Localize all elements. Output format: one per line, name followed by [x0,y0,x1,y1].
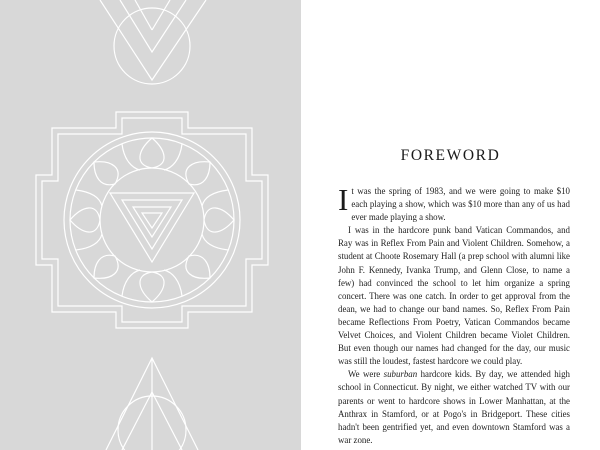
bottom-triangle-ornament [106,358,198,450]
paragraph-3-start: We were [348,369,384,380]
paragraph-3 [338,368,570,447]
nested-triangles [110,193,194,262]
chapter-title: FOREWORD [400,147,501,164]
drop-cap: I [338,182,349,217]
paragraph-1-text: t was the spring of 1983, and we were going to make $10 each playing a show, which was $10 more than any of us had ever made playing a show. [351,186,570,223]
paragraph-3-emphasis: suburban [383,369,418,380]
foreword-page [301,0,600,450]
paragraph-2: I was in the hardcore punk band Vatican Commandos, and Ray was in Reflex From Pain and Violent Children. Somehow, a student at Choote Rosemary Hall (a prep school with alumni like John F. Kennedy, Ivanka Trump, and Glenn Close, to name a few) had convinced the school to let him organize a spring concert. There was one catch. In order to get approval from the dean, we had to change our band names. So, Reflex From Pain became Reflections From Poetry, Vatican Commandos became Velvet Choices, and Violent Children became Violet Children. But even though our names had changed for the day, our music was still the loudest, fastest hardcore we could play. [338,225,570,367]
lotus-petals [70,138,234,302]
yantra-circles [64,132,240,308]
top-triangle-ornament [100,0,206,84]
bhupura-square [36,112,268,328]
paragraph-3-rest: hardcore kids. By day, we attended high school in Connecticut. By night, we either watched TV with our parents or went to hardcore shows in Lower Manhattan, at the Anthrax in Stamford, or at Pogo's in Bridgeport. These cities hadn't been gentrified yet, and even downtown Stamford was a war zone. [338,369,570,445]
foreword-body [338,182,570,447]
paragraph-1 [338,182,570,224]
